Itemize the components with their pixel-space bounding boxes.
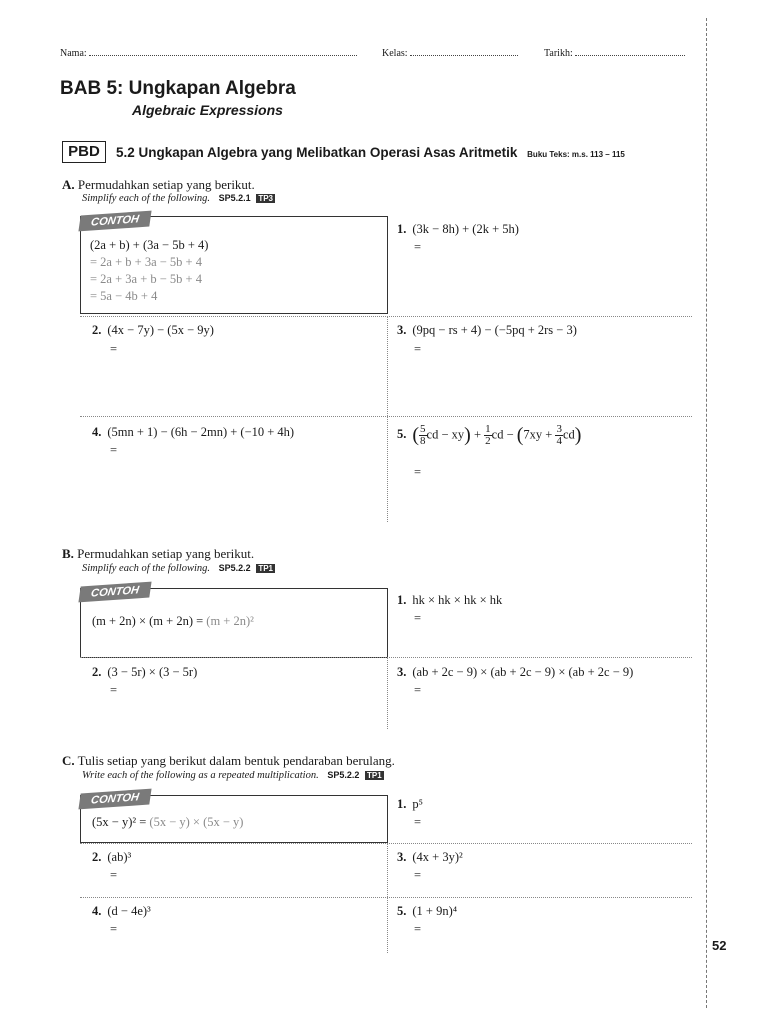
question-a5: 5. ( $\frac{5}{8}$ cd − xy) + $\frac{1}{2}$ cd − (7xy + $\frac{3}{4}$ cd) — [397, 423, 582, 447]
example-a-line-3: = 2a + 3a + b − 5b + 4 — [90, 272, 202, 286]
question-b1-expr: hk × hk × hk × hk — [412, 593, 503, 607]
section-b-letter: B. — [62, 546, 74, 561]
section-c-instruction-en: Write each of the following as a repeated multiplication. — [82, 770, 319, 781]
answer-c2[interactable]: = — [110, 868, 118, 882]
question-a4: 4. (5mn + 1) − (6h − 2mn) + (−10 + 4h) — [92, 425, 295, 439]
question-c1-expr: p⁵ — [412, 797, 423, 811]
question-b1: 1. hk × hk × hk × hk — [397, 593, 503, 607]
divider — [387, 843, 388, 953]
divider — [80, 897, 692, 898]
example-c-answer: (5x − y) × (5x − y) — [149, 815, 244, 829]
section-b-instruction — [62, 546, 254, 562]
section-a-letter: A. — [62, 177, 75, 192]
section-c-instruction — [62, 753, 395, 769]
divider — [80, 416, 692, 417]
section-a-example — [90, 237, 208, 305]
divider — [80, 657, 692, 658]
section-c-sp-code: SP5.2.2 — [327, 770, 360, 780]
answer-a1[interactable]: = — [414, 240, 422, 254]
answer-b3[interactable]: = — [414, 683, 422, 697]
question-c5-expr: (1 + 9n)⁴ — [412, 904, 458, 918]
section-a-instruction — [62, 177, 255, 193]
section-a-instruction-en-row — [82, 193, 275, 204]
divider — [80, 316, 692, 317]
question-a1: 1. (3k − 8h) + (2k + 5h) — [397, 222, 519, 236]
kelas-input-line[interactable] — [410, 55, 518, 56]
question-a2-expr: (4x − 7y) − (5x − 9y) — [107, 323, 214, 337]
example-a-line-1: (2a + b) + (3a − 5b + 4) — [90, 238, 209, 252]
question-b3: 3. (ab + 2c − 9) × (ab + 2c − 9) × (ab + 2c − 9) — [397, 665, 634, 679]
section-c-instruction-en-row — [82, 770, 384, 781]
question-c2: 2. (ab)³ — [92, 850, 132, 864]
section-b-sp-code: SP5.2.2 — [218, 563, 251, 573]
divider — [387, 657, 388, 729]
question-c4: 4. (d − 4e)³ — [92, 904, 151, 918]
section-a-contoh-tab: CONTOH — [78, 211, 151, 232]
answer-a3[interactable]: = — [414, 342, 422, 356]
kelas-label: Kelas: — [382, 48, 408, 59]
nama-label: Nama: — [60, 48, 87, 59]
question-a3-expr: (9pq − rs + 4) − (−5pq + 2rs − 3) — [412, 323, 577, 337]
fraction: $\frac{1}{2}$ — [485, 423, 491, 447]
section-b-instruction-ms: Permudahkan setiap yang berikut. — [77, 546, 255, 561]
answer-b1[interactable]: = — [414, 611, 422, 625]
section-a-instruction-en: Simplify each of the following. — [82, 193, 211, 204]
question-c5: 5. (1 + 9n)⁴ — [397, 904, 458, 918]
nama-field[interactable] — [60, 48, 357, 59]
fraction: $\frac{5}{8}$ — [420, 423, 426, 447]
section-b-instruction-en-row — [82, 563, 275, 574]
answer-c4[interactable]: = — [110, 922, 118, 936]
question-c4-expr: (d − 4e)³ — [107, 904, 151, 918]
section-title: 5.2 Ungkapan Algebra yang Melibatkan Operasi Asas Aritmetik — [116, 145, 518, 160]
answer-a4[interactable]: = — [110, 443, 118, 457]
answer-a5[interactable]: = — [414, 465, 422, 479]
chapter-title: BAB 5: Ungkapan Algebra — [60, 78, 296, 99]
section-c-instruction-ms: Tulis setiap yang berikut dalam bentuk pendaraban berulang. — [77, 753, 395, 768]
question-a2: 2. (4x − 7y) − (5x − 9y) — [92, 323, 214, 337]
cut-line — [706, 18, 707, 1008]
example-b-question: (m + 2n) × (m + 2n) = — [92, 614, 204, 628]
chapter-subtitle: Algebraic Expressions — [132, 102, 283, 118]
tarikh-field[interactable] — [544, 48, 685, 59]
page-number: 52 — [712, 938, 727, 953]
section-b-instruction-en: Simplify each of the following. — [82, 563, 211, 574]
answer-c1[interactable]: = — [414, 815, 422, 829]
question-c1: 1. p⁵ — [397, 797, 423, 811]
divider — [80, 843, 692, 844]
question-a4-expr: (5mn + 1) − (6h − 2mn) + (−10 + 4h) — [107, 425, 295, 439]
question-b2: 2. (3 − 5r) × (3 − 5r) — [92, 665, 198, 679]
section-heading — [116, 145, 625, 160]
section-c-example — [92, 814, 243, 831]
answer-b2[interactable]: = — [110, 683, 118, 697]
example-a-line-2: = 2a + b + 3a − 5b + 4 — [90, 255, 202, 269]
section-c-contoh-tab: CONTOH — [78, 789, 151, 810]
example-c-question: (5x − y)² = — [92, 815, 147, 829]
question-c3: 3. (4x + 3y)² — [397, 850, 463, 864]
question-a1-expr: (3k − 8h) + (2k + 5h) — [412, 222, 519, 236]
answer-c3[interactable]: = — [414, 868, 422, 882]
textbook-ref: Buku Teks: m.s. 113 – 115 — [527, 150, 625, 159]
answer-c5[interactable]: = — [414, 922, 422, 936]
divider — [387, 316, 388, 522]
nama-input-line[interactable] — [89, 55, 357, 56]
example-b-answer: (m + 2n)² — [206, 614, 254, 628]
tarikh-label: Tarikh: — [544, 48, 573, 59]
section-b-example — [92, 613, 254, 630]
fraction: $\frac{3}{4}$ — [556, 423, 562, 447]
answer-a2[interactable]: = — [110, 342, 118, 356]
question-c3-expr: (4x + 3y)² — [412, 850, 463, 864]
question-a3: 3. (9pq − rs + 4) − (−5pq + 2rs − 3) — [397, 323, 577, 337]
tarikh-input-line[interactable] — [575, 55, 685, 56]
question-b3-expr: (ab + 2c − 9) × (ab + 2c − 9) × (ab + 2c − 9) — [412, 665, 634, 679]
section-a-sp-code: SP5.2.1 — [218, 193, 251, 203]
question-c2-expr: (ab)³ — [107, 850, 132, 864]
section-b-tp-badge: TP1 — [258, 564, 273, 573]
kelas-field[interactable] — [382, 48, 518, 59]
section-c-letter: C. — [62, 753, 75, 768]
pbd-badge: PBD — [62, 141, 106, 163]
question-b2-expr: (3 − 5r) × (3 − 5r) — [107, 665, 198, 679]
section-a-tp-badge: TP3 — [258, 194, 273, 203]
section-b-contoh-tab: CONTOH — [78, 582, 151, 603]
example-a-line-4: = 5a − 4b + 4 — [90, 289, 158, 303]
section-c-tp-badge: TP1 — [367, 771, 382, 780]
section-a-instruction-ms: Permudahkan setiap yang berikut. — [77, 177, 255, 192]
